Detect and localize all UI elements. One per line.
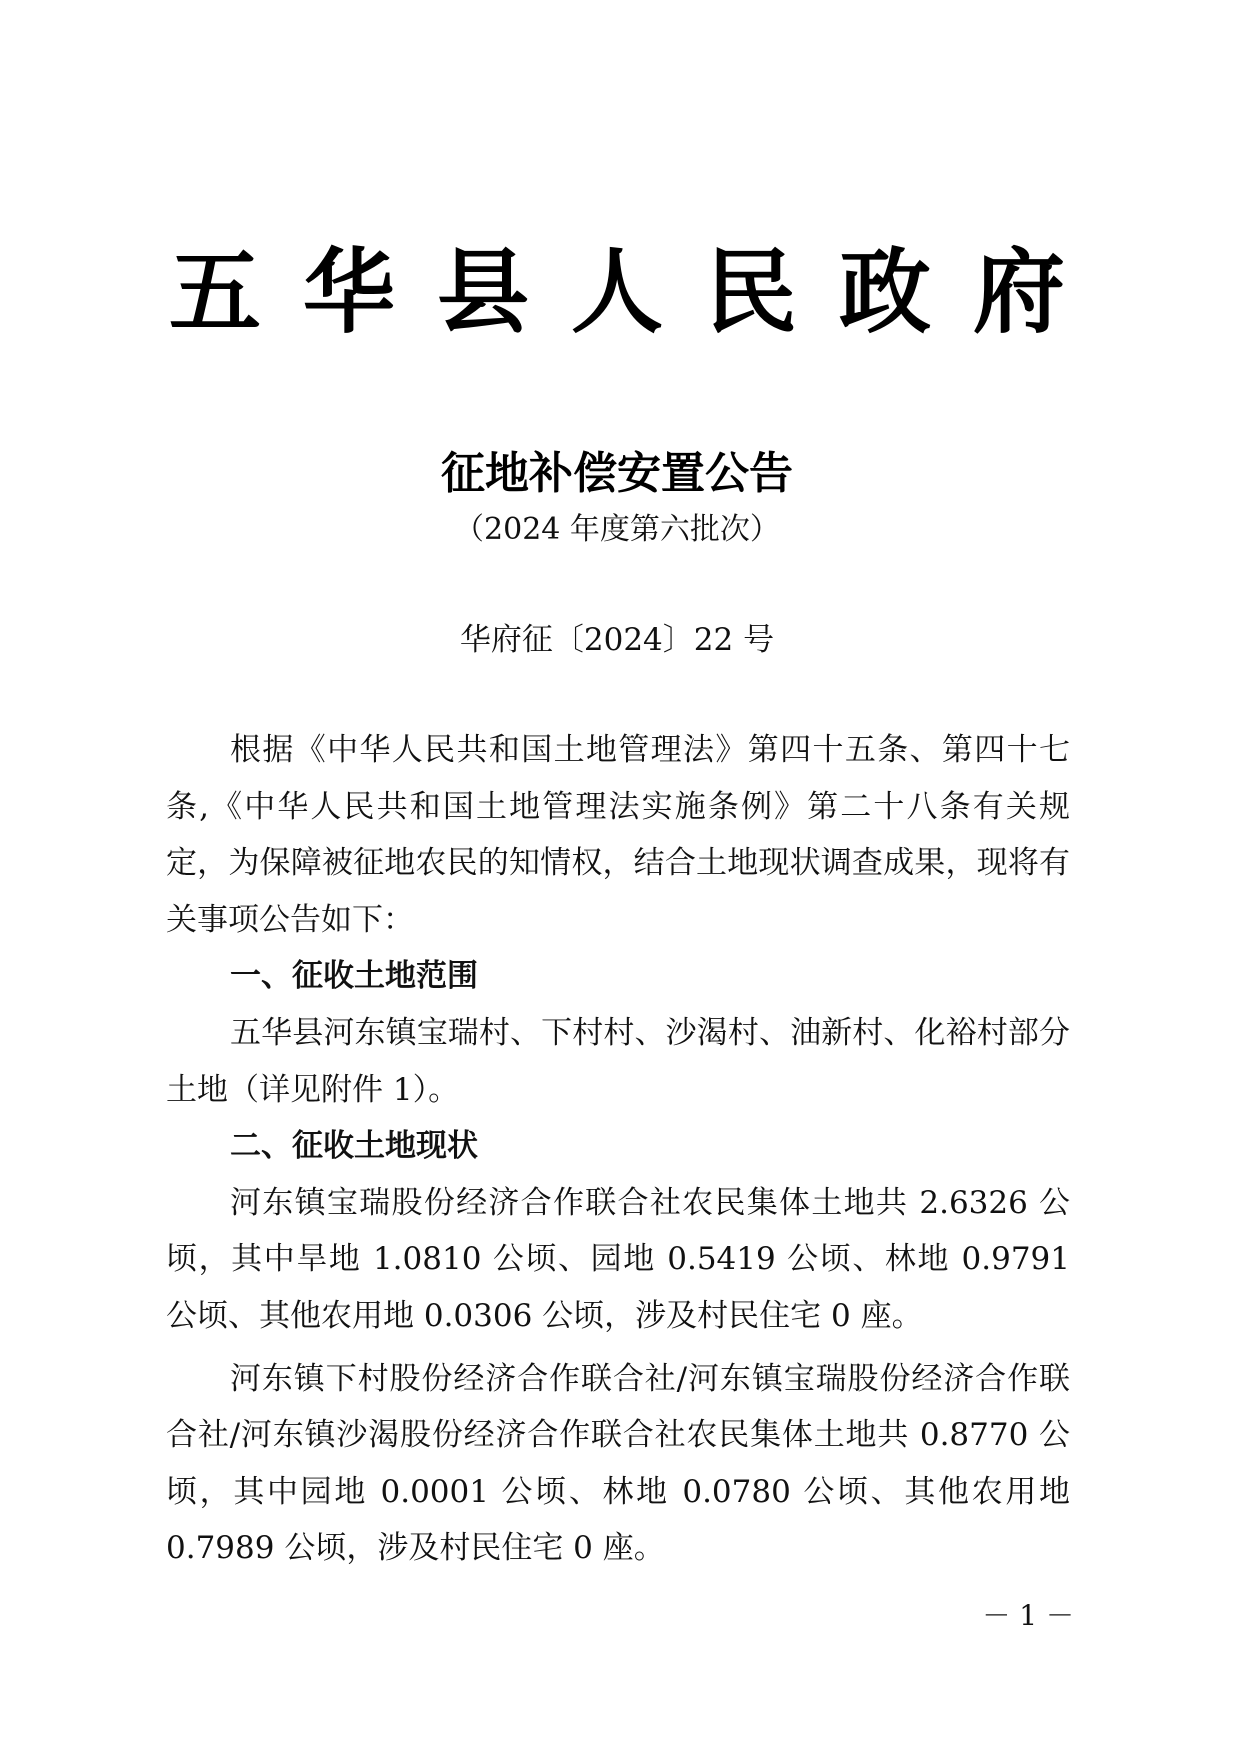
organization-title: 五华县人民政府 — [168, 239, 1107, 346]
notice-body — [166, 722, 1070, 1577]
notice-title: 征地补偿安置公告 — [441, 448, 793, 499]
document-number: 华府征〔2024〕22 号 — [459, 622, 775, 658]
page-number: － 1 － — [982, 1599, 1074, 1632]
section-heading-status: 二、征收土地现状 — [230, 1128, 478, 1165]
section-status-paragraph-1: 河东镇宝瑞股份经济合作联合社农民集体土地共 2.6326 公顷，其中旱地 1.0810 公顷、园地 0.5419 公顷、林地 0.9791 公顷、其他农用地 0.0306 公顷，涉及村民住宅 0 座。 — [166, 1184, 1070, 1334]
section-status-paragraph-2: 河东镇下村股份经济合作联合社/河东镇宝瑞股份经济合作联合社/河东镇沙渴股份经济合作联合社农民集体土地共 0.8770 公顷，其中园地 0.0001 公顷、林地 0.0780 公顷、其他农用地 0.7989 公顷，涉及村民住宅 0 座。 — [166, 1360, 1070, 1567]
section-scope-paragraph: 五华县河东镇宝瑞村、下村村、沙渴村、油新村、化裕村部分土地（详见附件 1）。 — [166, 1014, 1070, 1108]
intro-paragraph: 根据《中华人民共和国土地管理法》第四十五条、第四十七条,《中华人民共和国土地管理法实施条例》第二十八条有关规定，为保障被征地农民的知情权，结合土地现状调查成果，现将有关事项公告如下： — [166, 732, 1070, 938]
notice-subtitle: （2024 年度第六批次） — [454, 512, 780, 547]
section-heading-scope: 一、征收土地范围 — [230, 958, 478, 995]
